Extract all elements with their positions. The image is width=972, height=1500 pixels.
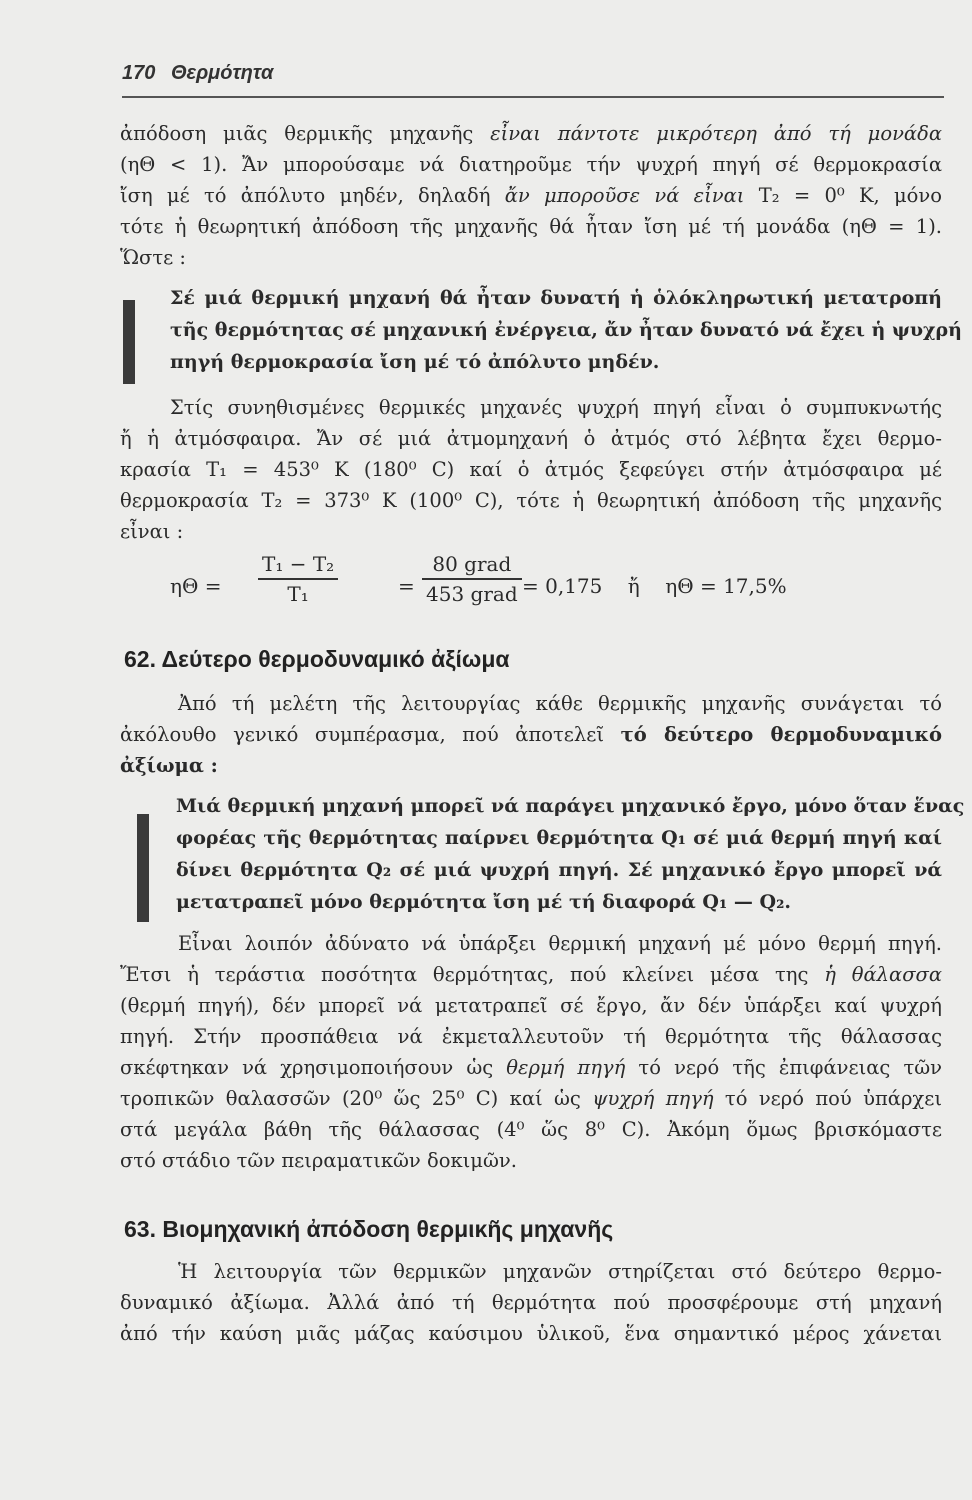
section-heading-62: 62. Δεύτερο θερμοδυναμικό ἀξίωμα bbox=[124, 646, 510, 672]
text-line: Ἀπό τή μελέτη τῆς λειτουργίας κάθε θερμικῆς μηχανῆς συνάγεται τό bbox=[178, 692, 942, 715]
text-span: τροπικῶν θαλασσῶν (20⁰ ὥς 25⁰ C) καί ὡς bbox=[120, 1087, 593, 1110]
text-line: ἀπό τήν καύση μιᾶς μάζας καύσιμου ὑλικοῦ, ἕνα σημαντικό μέρος χάνεται bbox=[120, 1322, 942, 1345]
text-span: T₂ = 0⁰ K, μόνο bbox=[744, 184, 943, 207]
text-line: Ἡ λειτουργία τῶν θερμικῶν μηχανῶν στηρίζεται στό δεύτερο θερμο- bbox=[178, 1260, 942, 1283]
fraction-grad bbox=[422, 552, 522, 606]
text-line bbox=[120, 118, 942, 149]
text-line: πηγή. Στήν προσπάθεια νά ἐκμεταλλευτοῦν τή θερμότητα τῆς θάλασσας bbox=[120, 1025, 942, 1048]
fraction-numerator: 80 grad bbox=[432, 552, 512, 576]
fraction-denominator: 453 grad bbox=[426, 581, 518, 606]
text-line bbox=[120, 180, 942, 211]
text-line: Στίς συνηθισμένες θερμικές μηχανές ψυχρή πηγή εἶναι ὁ συμπυκνωτής bbox=[170, 396, 942, 419]
text-line: Ὥστε : bbox=[120, 246, 186, 269]
equals-sign: = bbox=[398, 574, 415, 598]
text-line: θερμοκρασία T₂ = 373⁰ K (100⁰ C), τότε ἡ θεωρητική ἀπόδοση τῆς μηχανῆς bbox=[120, 489, 942, 512]
text-line: ἤ ἡ ἀτμόσφαιρα. Ἄν σέ μιά ἀτμομηχανή ὁ ἀτμός στό λέβητα ἔχει θερμο- bbox=[120, 427, 942, 450]
text-line: Σέ μιά θερμική μηχανή θά ἦταν δυνατή ἡ ὁλόκληρωτική μετατροπή bbox=[170, 287, 942, 309]
running-title: Θερμότητα bbox=[170, 62, 274, 84]
highlighted-statement-second-law bbox=[176, 790, 965, 918]
running-header bbox=[122, 62, 942, 96]
italic-span: ἄν μποροῦσε νά εἶναι bbox=[504, 184, 745, 207]
italic-span: ἡ θάλασσα bbox=[824, 963, 942, 986]
text-span: ἴση μέ τό ἀπόλυτο μηδέν, δηλαδή bbox=[120, 184, 505, 207]
text-line: Μιά θερμική μηχανή μπορεῖ νά παράγει μηχανικό ἔργο, μόνο ὅταν ἕνας bbox=[176, 795, 965, 817]
text-line: δυναμικό ἀξίωμα. Ἀλλά ἀπό τή θερμότητα πού προσφέρουμε στή μηχανή bbox=[120, 1291, 942, 1314]
text-line bbox=[120, 1052, 942, 1083]
text-line: Εἶναι λοιπόν ἀδύνατο νά ὑπάρξει θερμική μηχανή μέ μόνο θερμή πηγή. bbox=[178, 932, 942, 955]
paragraph-efficiency bbox=[120, 118, 942, 273]
formula-lhs: ηΘ = bbox=[170, 574, 222, 598]
page-number: 170 bbox=[122, 62, 156, 84]
text-line: ἀξίωμα : bbox=[120, 754, 218, 777]
text-line: εἶναι : bbox=[120, 520, 184, 543]
text-line: (θερμή πηγή), δέν μπορεῖ νά μετατραπεῖ σέ ἔργο, ἄν δέν ὑπάρξει καί ψυχρή bbox=[120, 994, 942, 1017]
fraction-bar bbox=[422, 578, 522, 580]
text-span: σκέφτηκαν νά χρησιμοποιήσουν ὡς bbox=[120, 1056, 507, 1079]
text-line: στό στάδιο τῶν πειραματικῶν δοκιμῶν. bbox=[120, 1149, 517, 1172]
text-line bbox=[120, 719, 942, 750]
text-line: τότε ἡ θεωρητική ἀπόδοση τῆς μηχανῆς θά ἦταν ἴση μέ τή μονάδα (ηΘ = 1). bbox=[120, 215, 942, 238]
text-line: στά μεγάλα βάθη τῆς θάλασσας (4⁰ ὥς 8⁰ C). Ἀκόμη ὅμως βρισκόμαστε bbox=[120, 1118, 942, 1141]
italic-span: ψυχρή πηγή bbox=[592, 1087, 714, 1110]
text-line: (ηΘ < 1). Ἄν μπορούσαμε νά διατηροῦμε τήν ψυχρή πηγή σέ θερμοκρασία bbox=[120, 153, 942, 176]
paragraph-ocean-energy bbox=[120, 928, 942, 1176]
paragraph-industrial-efficiency bbox=[120, 1256, 942, 1349]
text-span: ἀπόδοση μιᾶς θερμικῆς μηχανῆς bbox=[120, 122, 491, 145]
fraction-bar bbox=[258, 578, 338, 580]
text-span: Ἔτσι ἡ τεράστια ποσότητα θερμότητας, πού κλείνει μέσα της bbox=[120, 963, 825, 986]
text-line bbox=[120, 1083, 942, 1114]
efficiency-formula bbox=[170, 552, 870, 622]
highlight-bar bbox=[137, 814, 149, 922]
header-rule bbox=[122, 96, 944, 98]
formula-result: = 0,175 ἤ ηΘ = 17,5% bbox=[522, 574, 787, 598]
fraction-denominator: T₁ bbox=[287, 581, 309, 606]
italic-span: εἶναι πάντοτε μικρότερη ἀπό τή μονάδα bbox=[490, 122, 942, 145]
fraction-numerator: T₁ − T₂ bbox=[262, 552, 335, 576]
highlight-bar bbox=[123, 300, 135, 384]
text-line: φορέας τῆς θερμότητας παίρνει θερμότητα Q₁ σέ μιά θερμή πηγή καί bbox=[176, 827, 942, 849]
highlighted-statement-absolute-zero bbox=[170, 282, 962, 378]
section-heading-63: 63. Βιομηχανική ἀπόδοση θερμικῆς μηχανῆς bbox=[124, 1216, 614, 1242]
text-line: μετατραπεῖ μόνο θερμότητα ἴση μέ τή διαφορά Q₁ — Q₂. bbox=[176, 891, 792, 913]
fraction-temperatures bbox=[258, 552, 338, 606]
text-line: κρασία T₁ = 453⁰ K (180⁰ C) καί ὁ ἀτμός ξεφεύγει στήν ἀτμόσφαιρα μέ bbox=[120, 458, 942, 481]
text-line: τῆς θερμότητας σέ μηχανική ἐνέργεια, ἄν ἦταν δυνατό νά ἔχει ἡ ψυχρή bbox=[170, 319, 962, 341]
text-line: πηγή θερμοκρασία ἴση μέ τό ἀπόλυτο μηδέν. bbox=[170, 351, 660, 373]
italic-span: θερμή πηγή bbox=[506, 1056, 626, 1079]
text-span: τό νερό τῆς ἐπιφάνειας τῶν bbox=[625, 1056, 942, 1079]
text-line: δίνει θερμότητα Q₂ σέ μιά ψυχρή πηγή. Σέ μηχανικό ἔργο μπορεῖ νά bbox=[176, 859, 942, 881]
paragraph-steam-engine bbox=[120, 392, 942, 547]
paragraph-second-law-intro bbox=[120, 688, 942, 781]
text-line bbox=[120, 959, 942, 990]
bold-span: τό δεύτερο θερμοδυναμικό bbox=[620, 723, 942, 746]
text-span: τό νερό πού ὑπάρχει bbox=[713, 1087, 942, 1110]
text-span: ἀκόλουθο γενικό συμπέρασμα, πού ἀποτελεῖ bbox=[120, 723, 621, 746]
